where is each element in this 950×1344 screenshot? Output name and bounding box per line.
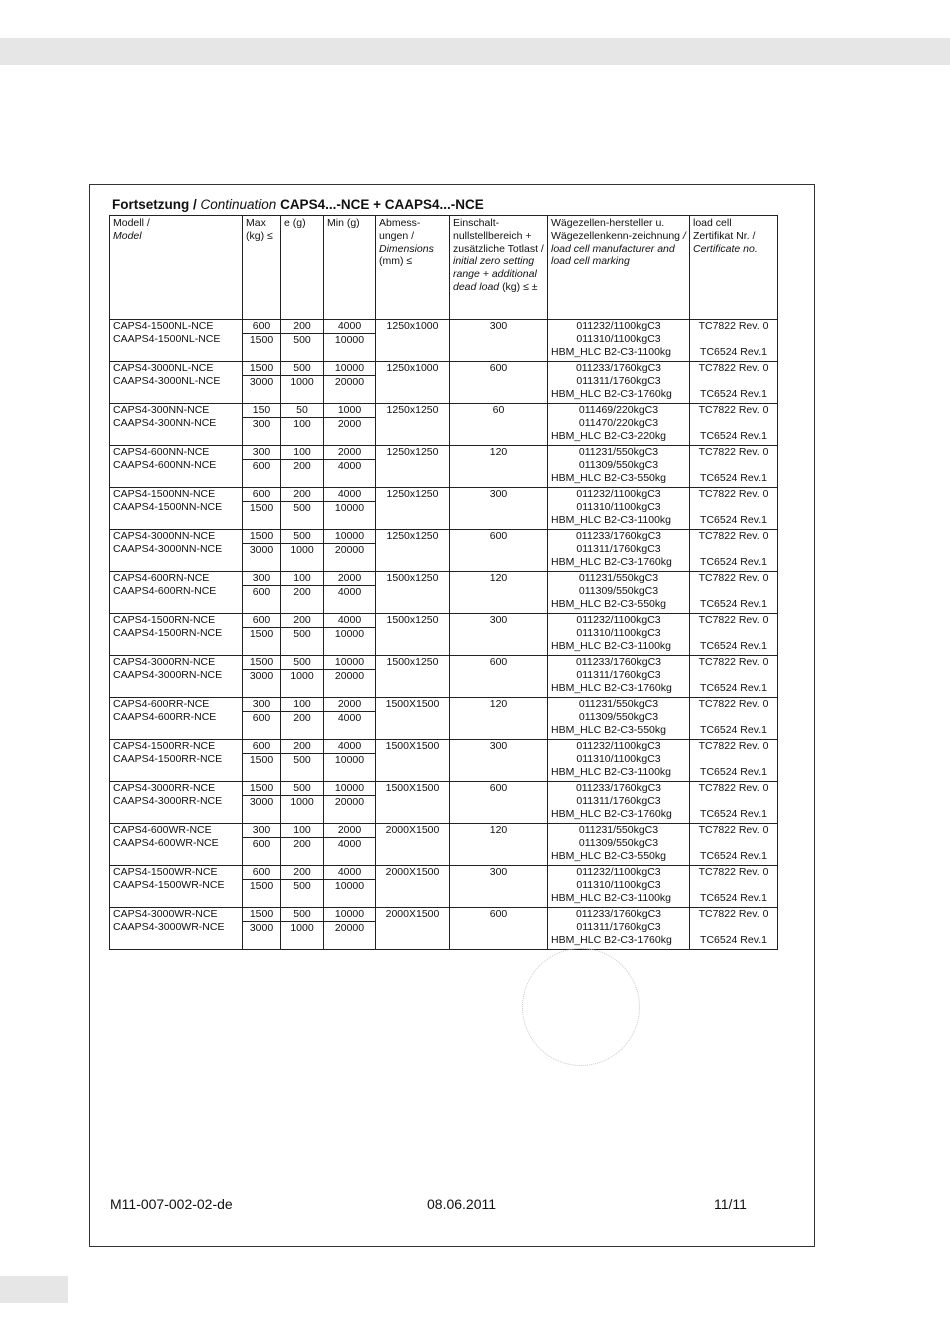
load-cell-cell: 011233/1760kgC3 011311/1760kgC3 HBM_HLC B2-C3-1760kg [548, 908, 690, 950]
e-cell: 500 1000 [281, 782, 324, 824]
model-cell: CAPS4-3000NL-NCE CAAPS4-3000NL-NCE [110, 362, 243, 404]
min-cell: 4000 10000 [324, 320, 376, 362]
table-row [110, 404, 778, 446]
e-cell: 100 200 [281, 572, 324, 614]
heading-italic: Continuation [200, 197, 277, 212]
min-cell: 10000 20000 [324, 530, 376, 572]
model-cell: CAPS4-600NN-NCE CAAPS4-600NN-NCE [110, 446, 243, 488]
certificate-cell: TC7822 Rev. 0 TC6524 Rev.1 [690, 824, 778, 866]
zero-range-cell: 60 [450, 404, 548, 446]
certificate-cell: TC7822 Rev. 0 TC6524 Rev.1 [690, 362, 778, 404]
min-cell: 2000 4000 [324, 824, 376, 866]
dimensions-cell: 1500X1500 [376, 782, 450, 824]
max-cell: 600 1500 [243, 488, 281, 530]
max-cell: 600 1500 [243, 614, 281, 656]
max-cell: 1500 3000 [243, 530, 281, 572]
dimensions-cell: 1250x1000 [376, 362, 450, 404]
min-cell: 10000 20000 [324, 362, 376, 404]
min-cell: 2000 4000 [324, 698, 376, 740]
e-cell: 500 1000 [281, 530, 324, 572]
load-cell-cell: 011231/550kgC3 011309/550kgC3 HBM_HLC B2-C3-550kg [548, 572, 690, 614]
certificate-cell: TC7822 Rev. 0 TC6524 Rev.1 [690, 740, 778, 782]
e-cell: 500 1000 [281, 656, 324, 698]
dimensions-cell: 1250x1250 [376, 446, 450, 488]
e-cell: 50 100 [281, 404, 324, 446]
model-cell: CAPS4-3000RN-NCE CAAPS4-3000RN-NCE [110, 656, 243, 698]
load-cell-cell: 011232/1100kgC3 011310/1100kgC3 HBM_HLC B2-C3-1100kg [548, 320, 690, 362]
max-cell: 300 600 [243, 572, 281, 614]
load-cell-cell: 011232/1100kgC3 011310/1100kgC3 HBM_HLC B2-C3-1100kg [548, 866, 690, 908]
max-cell: 300 600 [243, 698, 281, 740]
dimensions-cell: 1500x1250 [376, 572, 450, 614]
col-header-load-cell: Wägezellen-hersteller u. Wägezellenkenn-zeichnung / load cell manufacturer and load cell marking [548, 216, 690, 320]
dimensions-cell: 1500X1500 [376, 740, 450, 782]
faint-stamp [522, 948, 640, 1066]
col-header-e: e (g) [281, 216, 324, 320]
table-row [110, 782, 778, 824]
footer-page: 11/11 [714, 1196, 747, 1212]
model-cell: CAPS4-1500NN-NCE CAAPS4-1500NN-NCE [110, 488, 243, 530]
footer-date: 08.06.2011 [427, 1196, 497, 1212]
load-cell-cell: 011233/1760kgC3 011311/1760kgC3 HBM_HLC B2-C3-1760kg [548, 362, 690, 404]
table-row [110, 698, 778, 740]
table-row [110, 656, 778, 698]
max-cell: 600 1500 [243, 320, 281, 362]
min-cell: 4000 10000 [324, 614, 376, 656]
model-cell: CAPS4-600RN-NCE CAAPS4-600RN-NCE [110, 572, 243, 614]
table-row [110, 824, 778, 866]
zero-range-cell: 600 [450, 908, 548, 950]
top-gray-bar [0, 38, 950, 65]
zero-range-cell: 300 [450, 614, 548, 656]
table-row [110, 362, 778, 404]
col-header-certificate: load cell Zertifikat Nr. / Certificate no. [690, 216, 778, 320]
dimensions-cell: 1250x1250 [376, 530, 450, 572]
certificate-cell: TC7822 Rev. 0 TC6524 Rev.1 [690, 698, 778, 740]
load-cell-cell: 011232/1100kgC3 011310/1100kgC3 HBM_HLC B2-C3-1100kg [548, 614, 690, 656]
zero-range-cell: 300 [450, 488, 548, 530]
e-cell: 500 1000 [281, 908, 324, 950]
table-row [110, 740, 778, 782]
e-cell: 100 200 [281, 446, 324, 488]
heading-suffix: CAPS4...-NCE + CAAPS4...-NCE [276, 197, 484, 212]
table-row [110, 908, 778, 950]
load-cell-cell: 011231/550kgC3 011309/550kgC3 HBM_HLC B2-C3-550kg [548, 446, 690, 488]
load-cell-cell: 011232/1100kgC3 011310/1100kgC3 HBM_HLC B2-C3-1100kg [548, 488, 690, 530]
min-cell: 4000 10000 [324, 866, 376, 908]
model-cell: CAPS4-3000RR-NCE CAAPS4-3000RR-NCE [110, 782, 243, 824]
max-cell: 150 300 [243, 404, 281, 446]
table-row [110, 320, 778, 362]
max-cell: 1500 3000 [243, 782, 281, 824]
model-cell: CAPS4-1500WR-NCE CAAPS4-1500WR-NCE [110, 866, 243, 908]
certificate-cell: TC7822 Rev. 0 TC6524 Rev.1 [690, 530, 778, 572]
table-row [110, 446, 778, 488]
e-cell: 200 500 [281, 614, 324, 656]
max-cell: 300 600 [243, 824, 281, 866]
col-header-model: Modell / Model [110, 216, 243, 320]
bottom-gray-tab [0, 1276, 68, 1303]
e-cell: 200 500 [281, 488, 324, 530]
table-header-row [110, 216, 778, 320]
dimensions-cell: 1250x1000 [376, 320, 450, 362]
e-cell: 200 500 [281, 320, 324, 362]
max-cell: 1500 3000 [243, 656, 281, 698]
certificate-cell: TC7822 Rev. 0 TC6524 Rev.1 [690, 908, 778, 950]
col-header-dimensions: Abmess-ungen / Dimensions (mm) ≤ [376, 216, 450, 320]
col-header-zero-range: Einschalt-nullstellbereich + zusätzliche Totlast / initial zero setting range + additional dead load (kg) ≤ ± [450, 216, 548, 320]
model-cell: CAPS4-600WR-NCE CAAPS4-600WR-NCE [110, 824, 243, 866]
load-cell-cell: 011233/1760kgC3 011311/1760kgC3 HBM_HLC B2-C3-1760kg [548, 530, 690, 572]
min-cell: 10000 20000 [324, 782, 376, 824]
zero-range-cell: 120 [450, 824, 548, 866]
table-row [110, 488, 778, 530]
min-cell: 4000 10000 [324, 740, 376, 782]
col-header-min: Min (g) [324, 216, 376, 320]
model-cell: CAPS4-600RR-NCE CAAPS4-600RR-NCE [110, 698, 243, 740]
model-cell: CAPS4-1500NL-NCE CAAPS4-1500NL-NCE [110, 320, 243, 362]
zero-range-cell: 600 [450, 362, 548, 404]
table-row [110, 572, 778, 614]
load-cell-cell: 011233/1760kgC3 011311/1760kgC3 HBM_HLC B2-C3-1760kg [548, 656, 690, 698]
max-cell: 600 1500 [243, 740, 281, 782]
e-cell: 500 1000 [281, 362, 324, 404]
certificate-cell: TC7822 Rev. 0 TC6524 Rev.1 [690, 866, 778, 908]
max-cell: 600 1500 [243, 866, 281, 908]
certificate-cell: TC7822 Rev. 0 TC6524 Rev.1 [690, 782, 778, 824]
zero-range-cell: 300 [450, 866, 548, 908]
min-cell: 10000 20000 [324, 656, 376, 698]
zero-range-cell: 120 [450, 572, 548, 614]
dimensions-cell: 2000X1500 [376, 824, 450, 866]
min-cell: 2000 4000 [324, 572, 376, 614]
certificate-cell: TC7822 Rev. 0 TC6524 Rev.1 [690, 404, 778, 446]
load-cell-cell: 011231/550kgC3 011309/550kgC3 HBM_HLC B2-C3-550kg [548, 824, 690, 866]
dimensions-cell: 2000X1500 [376, 908, 450, 950]
load-cell-cell: 011232/1100kgC3 011310/1100kgC3 HBM_HLC B2-C3-1100kg [548, 740, 690, 782]
zero-range-cell: 300 [450, 320, 548, 362]
max-cell: 1500 3000 [243, 362, 281, 404]
model-cell: CAPS4-3000WR-NCE CAAPS4-3000WR-NCE [110, 908, 243, 950]
zero-range-cell: 300 [450, 740, 548, 782]
table-row [110, 614, 778, 656]
max-cell: 300 600 [243, 446, 281, 488]
col-header-max: Max (kg) ≤ [243, 216, 281, 320]
max-cell: 1500 3000 [243, 908, 281, 950]
model-cell: CAPS4-1500RN-NCE CAAPS4-1500RN-NCE [110, 614, 243, 656]
model-cell: CAPS4-3000NN-NCE CAAPS4-3000NN-NCE [110, 530, 243, 572]
certificate-cell: TC7822 Rev. 0 TC6524 Rev.1 [690, 656, 778, 698]
zero-range-cell: 120 [450, 698, 548, 740]
e-cell: 100 200 [281, 698, 324, 740]
load-cell-cell: 011231/550kgC3 011309/550kgC3 HBM_HLC B2-C3-550kg [548, 698, 690, 740]
load-cell-cell: 011233/1760kgC3 011311/1760kgC3 HBM_HLC B2-C3-1760kg [548, 782, 690, 824]
load-cell-cell: 011469/220kgC3 011470/220kgC3 HBM_HLC B2-C3-220kg [548, 404, 690, 446]
table-row [110, 866, 778, 908]
zero-range-cell: 600 [450, 656, 548, 698]
table-heading [112, 197, 484, 212]
dimensions-cell: 1500X1500 [376, 698, 450, 740]
e-cell: 100 200 [281, 824, 324, 866]
certificate-cell: TC7822 Rev. 0 TC6524 Rev.1 [690, 320, 778, 362]
min-cell: 4000 10000 [324, 488, 376, 530]
dimensions-cell: 1500x1250 [376, 656, 450, 698]
dimensions-cell: 1250x1250 [376, 488, 450, 530]
certificate-cell: TC7822 Rev. 0 TC6524 Rev.1 [690, 614, 778, 656]
certificate-cell: TC7822 Rev. 0 TC6524 Rev.1 [690, 572, 778, 614]
model-cell: CAPS4-300NN-NCE CAAPS4-300NN-NCE [110, 404, 243, 446]
zero-range-cell: 600 [450, 782, 548, 824]
certificate-table [109, 215, 778, 950]
e-cell: 200 500 [281, 740, 324, 782]
certificate-cell: TC7822 Rev. 0 TC6524 Rev.1 [690, 488, 778, 530]
footer-doc-id: M11-007-002-02-de [110, 1196, 233, 1212]
e-cell: 200 500 [281, 866, 324, 908]
heading-prefix: Fortsetzung / [112, 197, 201, 212]
model-cell: CAPS4-1500RR-NCE CAAPS4-1500RR-NCE [110, 740, 243, 782]
min-cell: 1000 2000 [324, 404, 376, 446]
certificate-cell: TC7822 Rev. 0 TC6524 Rev.1 [690, 446, 778, 488]
zero-range-cell: 120 [450, 446, 548, 488]
min-cell: 10000 20000 [324, 908, 376, 950]
table-row [110, 530, 778, 572]
dimensions-cell: 2000X1500 [376, 866, 450, 908]
dimensions-cell: 1500x1250 [376, 614, 450, 656]
min-cell: 2000 4000 [324, 446, 376, 488]
zero-range-cell: 600 [450, 530, 548, 572]
dimensions-cell: 1250x1250 [376, 404, 450, 446]
